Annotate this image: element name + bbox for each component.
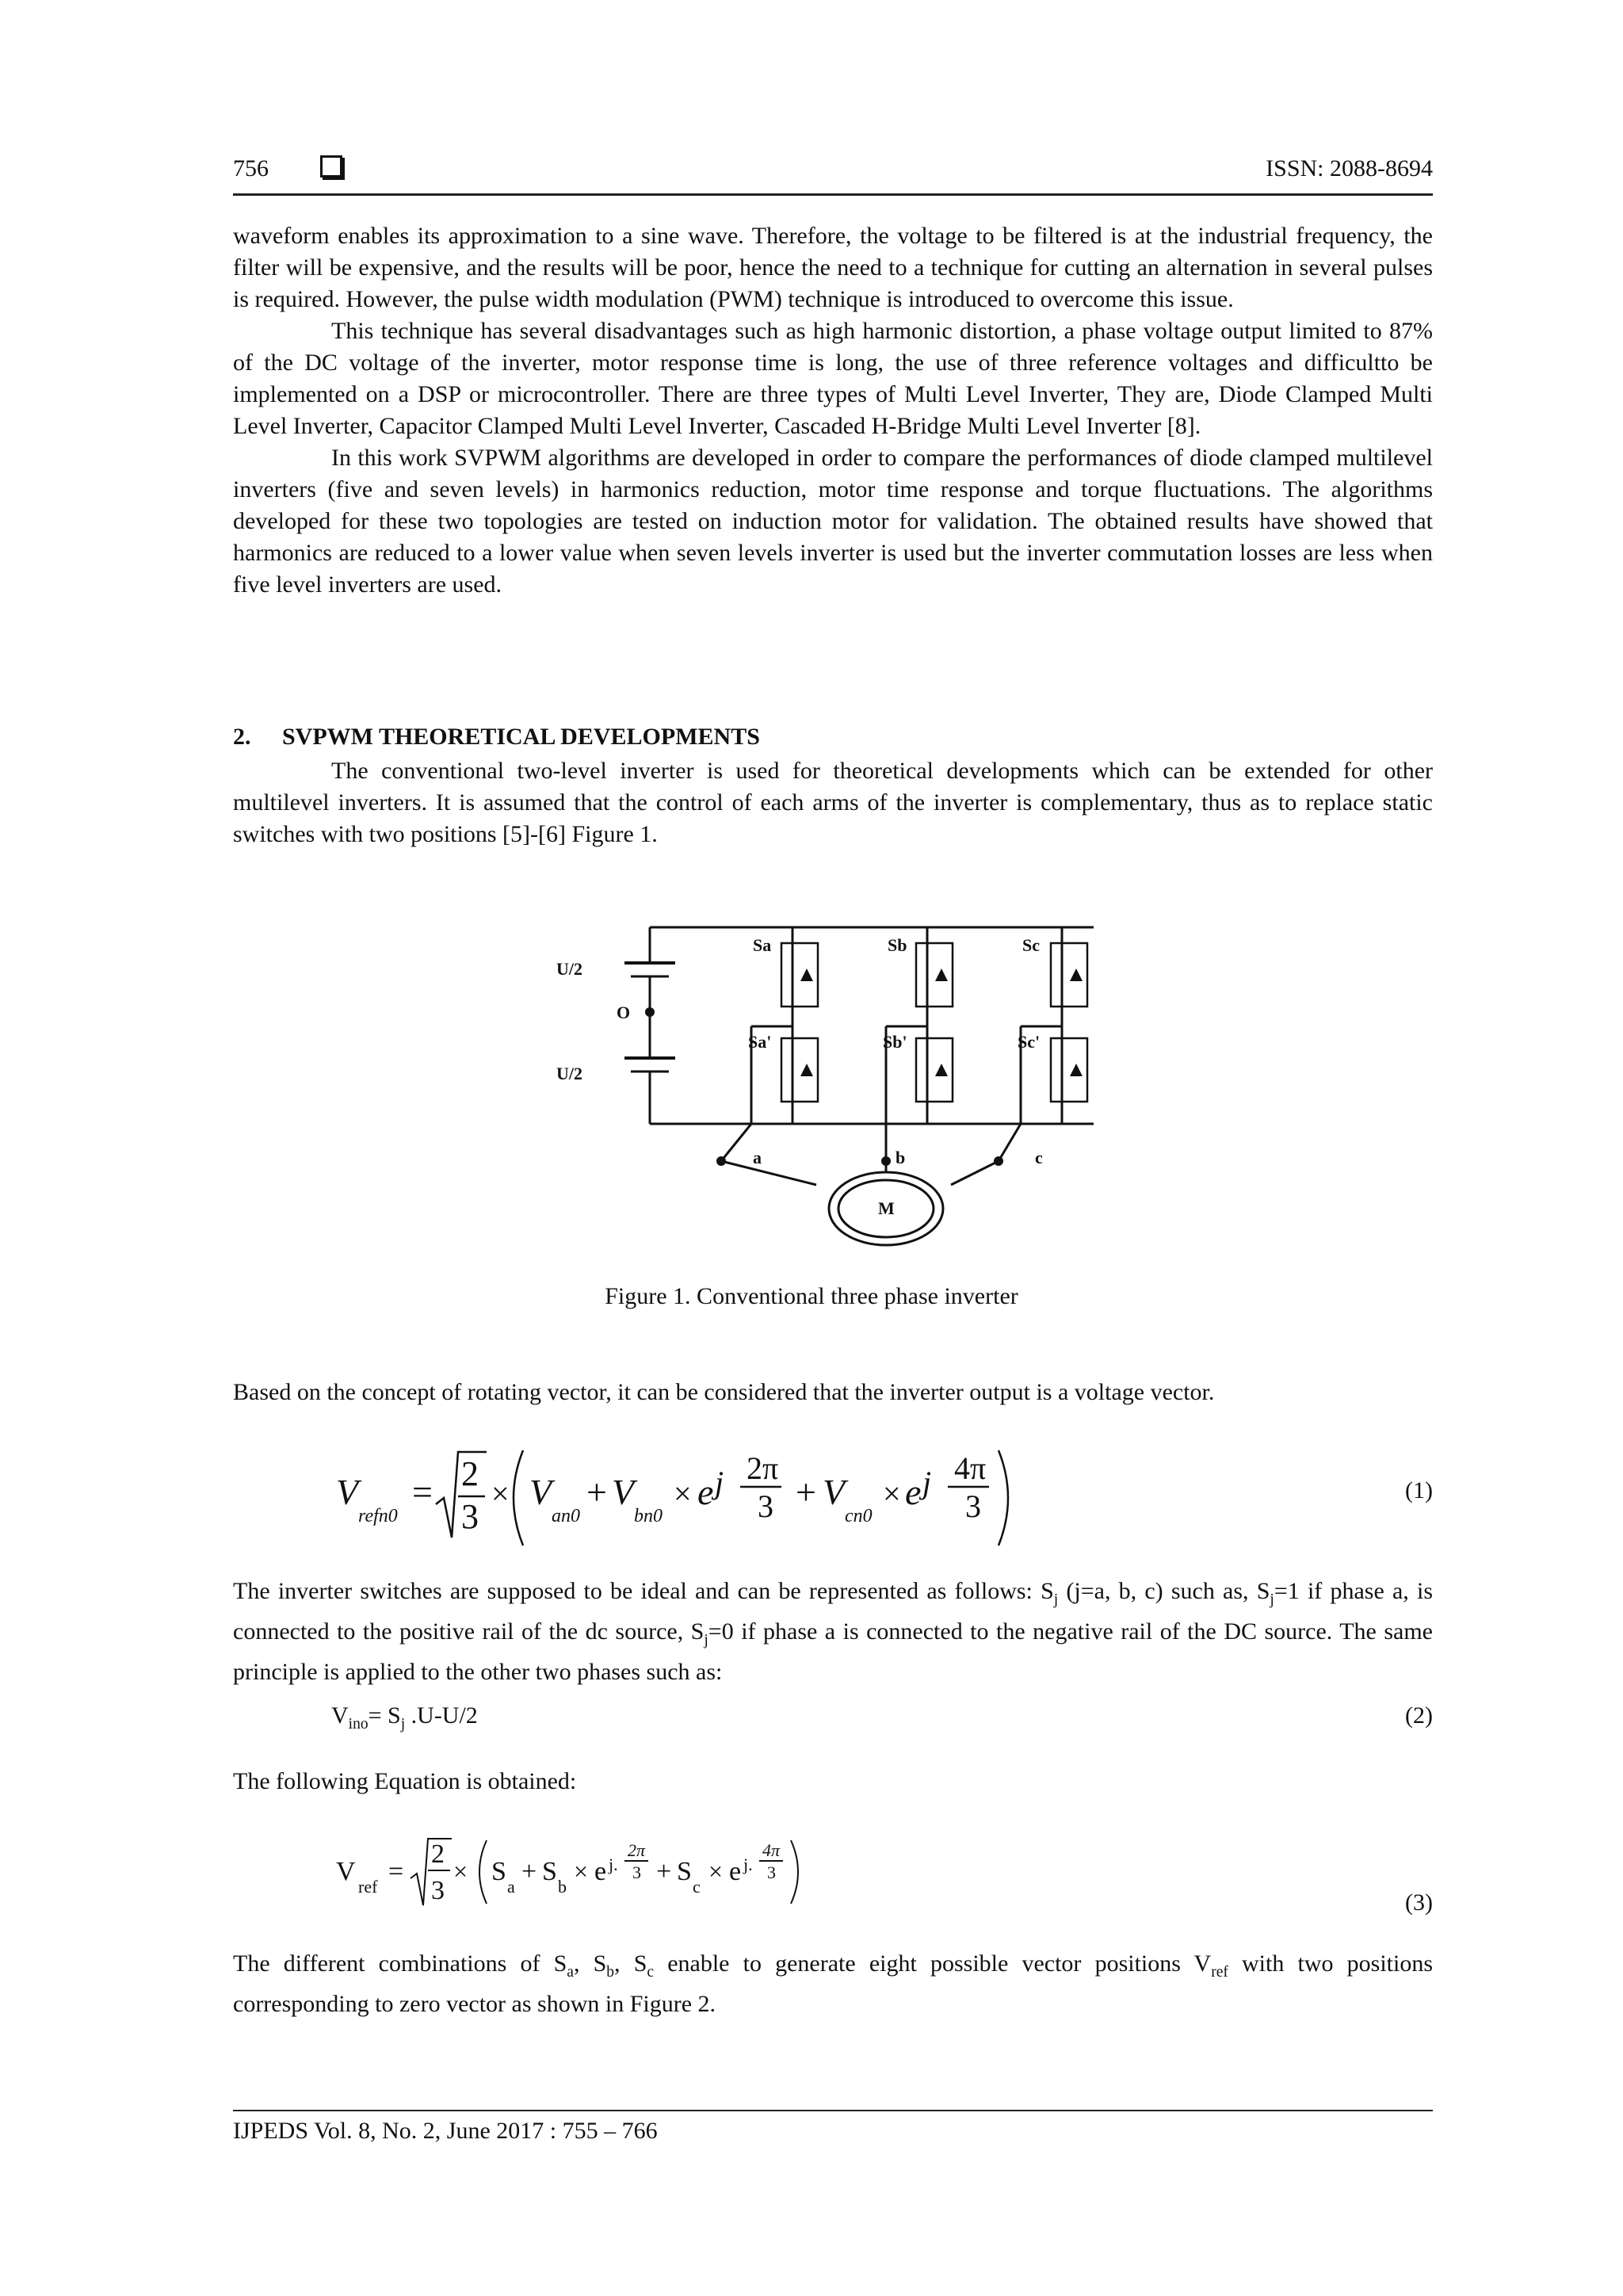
label-b: b [896,1148,906,1167]
svg-text:=: = [412,1472,433,1512]
label-sb-prime: Sb' [883,1032,907,1052]
equation-2: $V_{ino}= S_j$ .U-U/2 [331,1702,478,1733]
svg-text:e: e [697,1472,714,1512]
svg-text:3: 3 [758,1488,773,1524]
svg-text:+: + [586,1472,607,1512]
svg-text:2π: 2π [628,1840,646,1860]
svg-text:3: 3 [461,1497,479,1536]
label-c: c [1035,1148,1043,1167]
svg-text:c: c [693,1877,701,1897]
svg-text:e: e [594,1857,607,1886]
svg-text:2π: 2π [747,1450,779,1486]
svg-text:j: j [715,1465,724,1500]
section-number: 2. [233,724,251,750]
svg-text:+: + [521,1857,537,1886]
section-title: SVPWM THEORETICAL DEVELOPMENTS [282,724,760,750]
svg-text:×: × [491,1476,510,1511]
svg-text:V: V [529,1472,552,1512]
svg-text:S: S [677,1857,692,1886]
svg-text:ref: ref [358,1877,378,1897]
footer-rule [233,2110,1433,2111]
switch-text: The inverter switches are supposed to be ideal and can be represented as follows: $S_j$ (j=a, b, c) such as, $S_j=1$ if phase a, is connected to the positive rail of the dc source, $S_j=0$ if phase a is connected to the negative rail of the DC source. The same principle is applied to the other two phases such as: [233,1578,1434,1685]
label-sa-prime: Sa' [748,1032,772,1052]
label-sc-prime: Sc' [1018,1032,1041,1052]
label-o: O [617,1003,631,1022]
svg-text:j: j [922,1465,932,1500]
section-paragraph: The conventional two-level inverter is used for theoretical developments which can be extended for other multilevel inverters. It is assumed that the control of each arms of the inverter is complementary, thus as to replace static switches with two positions [5]-[6] Figure 1. [233,758,1433,847]
footer-citation: IJPEDS Vol. 8, No. 2, June 2017 : 755 – 766 [233,2118,658,2144]
equation-2-number: (2) [1405,1702,1433,1729]
svg-text:3: 3 [767,1862,776,1882]
svg-text:refn0: refn0 [358,1506,398,1526]
section-body [233,755,1433,850]
label-sa: Sa [753,935,772,955]
svg-text:2: 2 [461,1454,479,1493]
svg-text:j.: j. [743,1855,753,1874]
label-motor: M [878,1198,895,1218]
intro-text [233,220,1433,601]
equation-3-number: (3) [1405,1889,1433,1916]
svg-text:an0: an0 [552,1506,580,1526]
svg-text:×: × [708,1857,724,1885]
label-u-top: U/2 [556,959,582,979]
label-u-bottom: U/2 [556,1064,582,1083]
leg-a [751,927,792,1124]
label-sb: Sb [888,935,907,955]
svg-text:+: + [656,1857,672,1886]
section-heading [233,724,760,751]
following-equation-text: The following Equation is obtained: [233,1768,577,1794]
svg-text:cn0: cn0 [845,1506,873,1526]
svg-text:e: e [729,1857,742,1886]
svg-text:V: V [612,1472,635,1512]
rotating-vector-text: Based on the concept of rotating vector, it can be considered that the inverter output is a voltage vector. [233,1379,1215,1405]
paragraph-1: waveform enables its approximation to a sine wave. Therefore, the voltage to be filtered is at the industrial frequency, the filter will be expensive, and the results will be poor, hence the need to a technique for cutting an alternation in several pulses is required. However, the pulse width modulation (PWM) technique is introduced to overcome this issue. [233,223,1433,312]
svg-text:3: 3 [965,1488,981,1524]
svg-text:×: × [883,1476,901,1511]
svg-text:b: b [558,1877,567,1897]
svg-text:×: × [574,1857,589,1885]
svg-text:2: 2 [431,1839,445,1869]
equation-1-number: (1) [1405,1477,1433,1503]
svg-text:a: a [507,1877,515,1897]
figure-caption: Figure 1. Conventional three phase inverter [605,1283,1018,1309]
equation-3 [325,1823,816,1918]
svg-text:V: V [336,1472,359,1512]
svg-text:bn0: bn0 [634,1506,663,1526]
equation-1 [325,1435,1038,1561]
svg-text:=: = [388,1857,404,1886]
label-a: a [753,1148,762,1167]
combinations-text: The different combinations of $S_a$, $S_b$, $S_c$ enable to generate eight possible vector positions $V_{ref}$ with two positions corresponding to zero vector as shown in Figure 2. [233,1950,1433,2017]
checkbox-square-icon [320,155,342,178]
svg-text:×: × [453,1857,468,1885]
svg-text:3: 3 [431,1876,445,1905]
label-sc: Sc [1022,935,1040,955]
svg-text:S: S [491,1857,506,1886]
paragraph-3: In this work SVPWM algorithms are developed in order to compare the performances of diode clamped multilevel inverters (five and seven levels) in harmonics reduction, motor time response and torque fluctuations. The algorithms developed for these two topologies are tested on induction motor for validation. The obtained results have showed that harmonics are reduced to a lower value when seven levels inverter is used but the inverter commutation losses are less when five level inverters are used. [233,445,1433,598]
inverter-circuit-diagram [555,919,1109,1252]
svg-text:4π: 4π [954,1450,987,1486]
svg-text:×: × [674,1476,692,1511]
svg-text:4π: 4π [762,1840,781,1860]
svg-text:S: S [542,1857,557,1886]
svg-text:3: 3 [632,1862,641,1882]
svg-text:+: + [796,1472,816,1512]
paragraph-2: This technique has several disadvantages such as high harmonic distortion, a phase voltage output limited to 87% of the DC voltage of the inverter, motor response time is long, the use of three reference voltages and difficultto be implemented on a DSP or microcontroller. There are three types of Multi Level Inverter, They are, Diode Clamped Multi Level Inverter, Capacitor Clamped Multi Level Inverter, Cascaded H-Bridge Multi Level Inverter [8]. [233,318,1433,439]
svg-text:V: V [823,1472,846,1512]
issn: ISSN: 2088-8694 [1266,155,1433,181]
page-number: 756 [233,155,269,181]
header-rule [233,193,1433,196]
svg-text:j.: j. [609,1855,618,1874]
svg-text:e: e [905,1472,922,1512]
svg-text:V: V [336,1857,356,1886]
